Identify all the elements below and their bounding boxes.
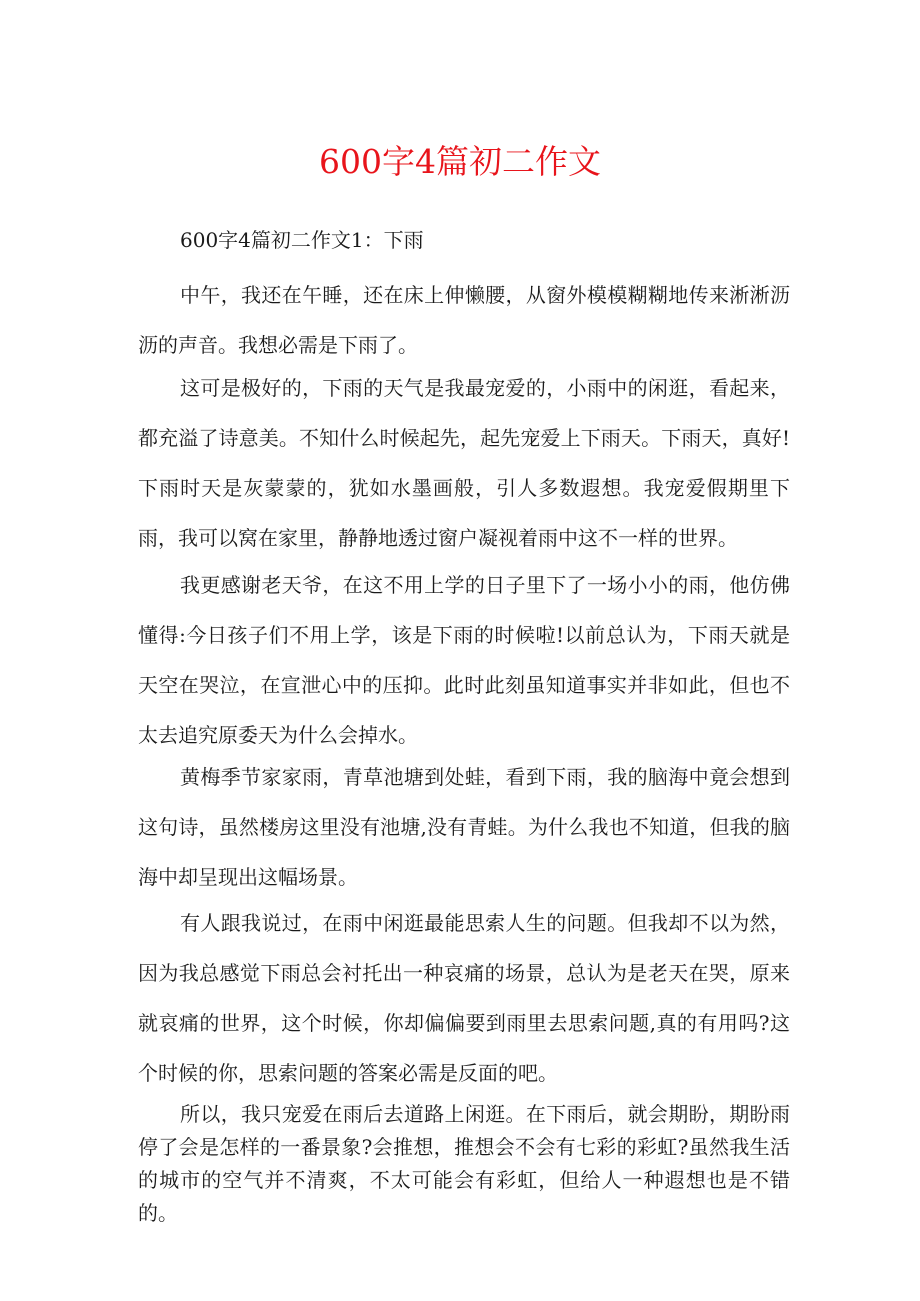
paragraph-6: 所以，我只宠爱在雨后去道路上闲逛。在下雨后，就会期盼，期盼雨停了会是怎样的一番景象?会推想，推想会不会有七彩的彩虹?虽然我生活的城市的空气并不清爽，不太可能会有彩虹，但给人一种遐想也是不错的。 [138,1102,790,1225]
paragraph-3: 我更感谢老天爷，在这不用上学的日子里下了一场小小的雨，他仿佛懂得:今日孩子们不用上学，该是下雨的时候啦!以前总认为，下雨天就是天空在哭泣，在宣泄心中的压抑。此时此刻虽知道事实并非如此，但也不太去追究原委天为什么会掉水。 [138,573,790,747]
paragraph-4: 黄梅季节家家雨，青草池塘到处蛙，看到下雨，我的脑海中竟会想到这句诗，虽然楼房这里没有池塘,没有青蛙。为什么我也不知道，但我的脑海中却呈现出这幅场景。 [138,765,790,889]
essay-subtitle: 600字4篇初二作文1：下雨 [180,228,424,252]
document-title: 600字4篇初二作文 [319,142,601,181]
paragraph-1: 中午，我还在午睡，还在床上伸懒腰，从窗外模模糊糊地传来淅淅沥沥的声音。我想必需是下雨了。 [138,283,790,357]
paragraph-5: 有人跟我说过，在雨中闲逛最能思索人生的问题。但我却不以为然，因为我总感觉下雨总会衬托出一种哀痛的场景，总认为是老天在哭，原来就哀痛的世界，这个时候，你却偏偏要到雨里去思索问题,真的有用吗?这个时候的你，思索问题的答案必需是反面的吧。 [138,911,790,1085]
paragraph-2: 这可是极好的，下雨的天气是我最宠爱的，小雨中的闲逛，看起来，都充溢了诗意美。不知什么时候起先，起先宠爱上下雨天。下雨天，真好!下雨时天是灰蒙蒙的，犹如水墨画般，引人多数遐想。我宠爱假期里下雨，我可以窝在家里，静静地透过窗户凝视着雨中这不一样的世界。 [138,376,790,550]
